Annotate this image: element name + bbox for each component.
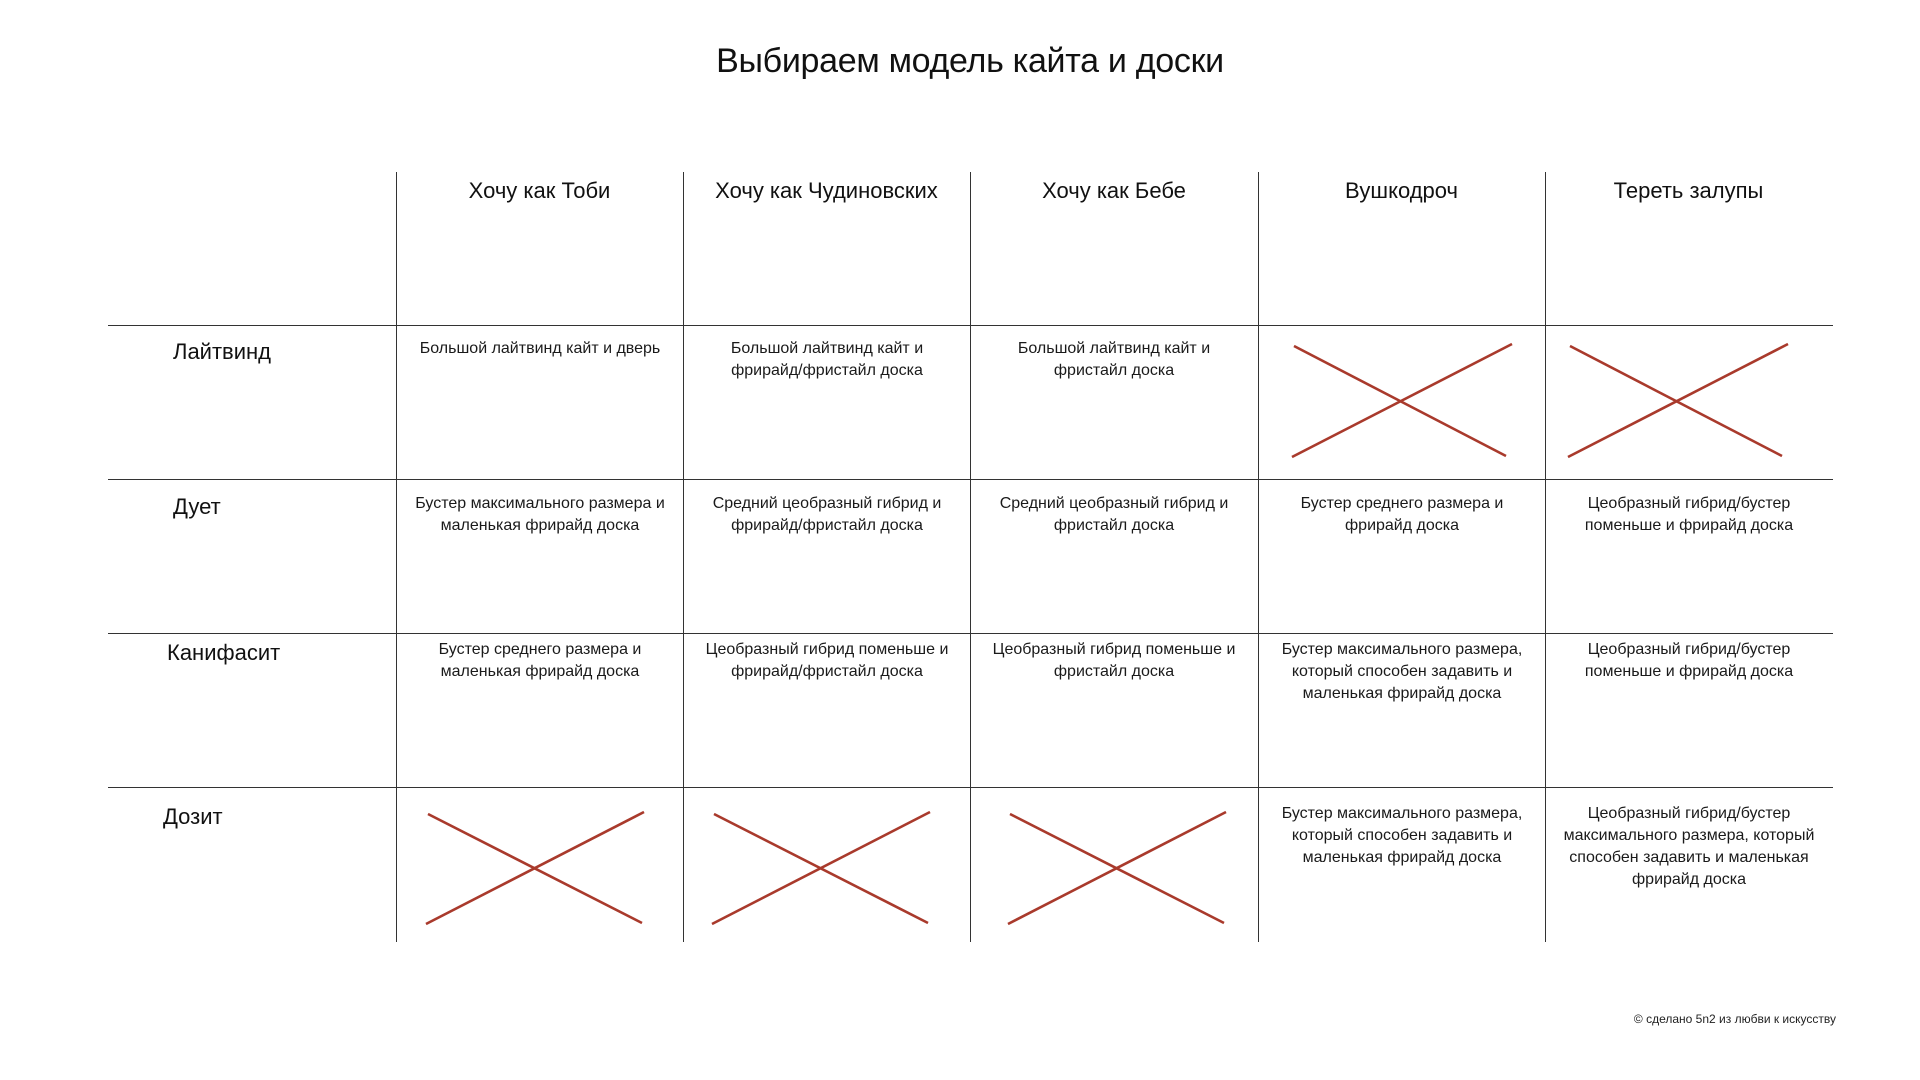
table-cell: Цеобразный гибрид/бустер максимального размера, который способен задавить и маленькая фрирайд доска bbox=[1563, 805, 1815, 888]
grid-vline bbox=[1258, 172, 1259, 942]
grid-hline bbox=[108, 325, 1833, 326]
row-label: Лайтвинд bbox=[173, 339, 272, 364]
column-header: Хочу как Тоби bbox=[468, 178, 611, 203]
table-cell: Цеобразный гибрид/бустер поменьше и фрирайд доска bbox=[1584, 641, 1794, 680]
table-cell: Бустер среднего размера и маленькая фрирайд доска bbox=[438, 641, 642, 680]
grid-hline bbox=[108, 787, 1833, 788]
row-label: Дует bbox=[173, 494, 221, 519]
grid-hline bbox=[108, 479, 1833, 480]
table-cell: Большой лайтвинд кайт и фристайл доска bbox=[1017, 340, 1211, 379]
table-cell: Бустер максимального размера и маленькая фрирайд доска bbox=[415, 495, 665, 534]
grid-vline bbox=[396, 172, 397, 942]
cross-mark-icon bbox=[1290, 344, 1510, 458]
column-header: Вушкодроч bbox=[1345, 178, 1458, 203]
grid-vline bbox=[970, 172, 971, 942]
page-title: Выбираем модель кайта и доски bbox=[716, 42, 1224, 80]
row-label: Дозит bbox=[163, 804, 223, 829]
table-cell: Большой лайтвинд кайт и фрирайд/фристайл доска bbox=[730, 340, 924, 379]
table-cell: Средний цеобразный гибрид и фрирайд/фристайл доска bbox=[712, 495, 942, 534]
table-cell: Цеобразный гибрид поменьше и фристайл доска bbox=[992, 641, 1236, 680]
cross-mark-icon bbox=[710, 812, 932, 925]
cross-mark-icon bbox=[1566, 344, 1786, 458]
grid-vline bbox=[683, 172, 684, 942]
table-cell: Бустер максимального размера, который способен задавить и маленькая фрирайд доска bbox=[1281, 805, 1523, 866]
row-label: Канифасит bbox=[167, 640, 281, 665]
footer-credit: © сделано 5n2 из любви к искусству bbox=[1633, 1012, 1836, 1026]
column-header: Тереть залупы bbox=[1613, 178, 1764, 203]
table-cell: Средний цеобразный гибрид и фристайл доска bbox=[999, 495, 1229, 534]
cross-mark-icon bbox=[1006, 812, 1228, 925]
cross-mark-icon bbox=[424, 812, 646, 925]
table-cell: Цеобразный гибрид поменьше и фрирайд/фристайл доска bbox=[705, 641, 949, 680]
table-cell: Бустер максимального размера, который способен задавить и маленькая фрирайд доска bbox=[1281, 641, 1523, 702]
column-header: Хочу как Чудиновских bbox=[715, 178, 938, 203]
table-cell: Большой лайтвинд кайт и дверь bbox=[419, 340, 661, 357]
column-header: Хочу как Бебе bbox=[1042, 178, 1186, 203]
table-cell: Цеобразный гибрид/бустер поменьше и фрирайд доска bbox=[1584, 495, 1794, 534]
grid-vline bbox=[1545, 172, 1546, 942]
grid-hline bbox=[108, 633, 1833, 634]
table-cell: Бустер среднего размера и фрирайд доска bbox=[1300, 495, 1504, 534]
